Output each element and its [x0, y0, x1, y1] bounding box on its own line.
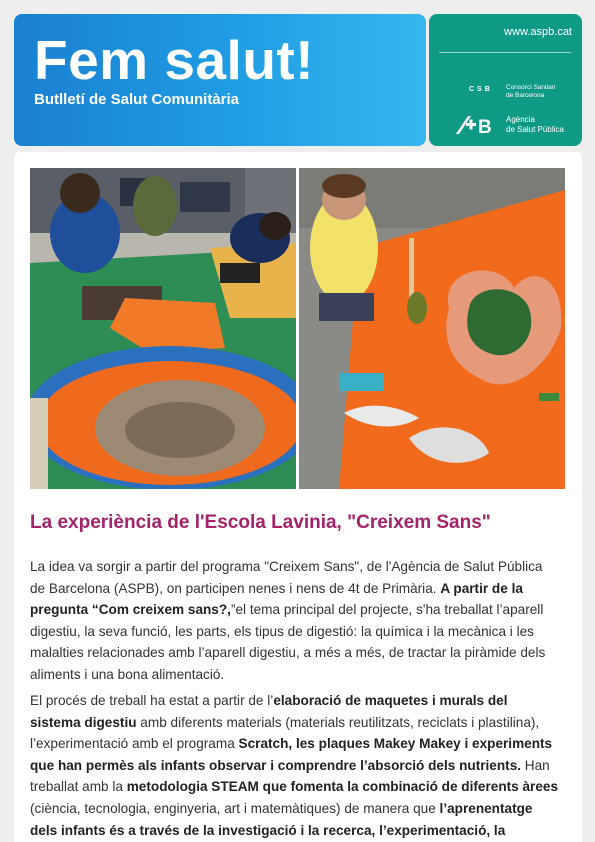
article-paragraph-1 — [30, 556, 560, 686]
classroom-mural-photo — [30, 168, 296, 489]
newsletter-header — [14, 14, 582, 146]
aspb-logo-icon — [454, 114, 499, 136]
p2-text-2: amb diferents materials (materials reutilitzats, reciclats i plastilina), l’experimentació amb el programa — [30, 714, 540, 752]
p2-bold-2: Scratch, les plaques Makey Makey i experiments que han permès als infants observar i comprendre l’absorció dels nutrients. — [30, 736, 553, 773]
p1-text-2: ”el tema principal del projecte, s'ha treballat l’aparell digestiu, la seva funció, les parts, els tipus de digestió: la química i la mecànica i les malalties relacionades amb l’aparell digestiu, a més a més, de tractar la piràmide dels aliments i una bona alimentació. — [30, 602, 546, 682]
newsletter-subtitle: Butlletí de Salut Comunitària — [34, 91, 240, 108]
child-painting-mural-photo — [299, 168, 565, 489]
csb-name-line1: Consorci Sanitari — [506, 84, 556, 91]
p2-text-1: El procés de treball ha estat a partir de l’ — [30, 693, 274, 708]
p2-bold-4: l’aprenentatge dels infants és a través de la investigació i la recerca, l’experimentació, la — [30, 800, 533, 838]
svg-text:B: B — [478, 117, 492, 136]
csb-name-line2: de Barcelona — [506, 91, 545, 99]
site-url-link[interactable]: www.aspb.cat — [504, 26, 572, 38]
p1-text-1: La idea va sorgir a partir del programa "Creixem Sans", de l'Agència de Salut Pública de Barcelona (ASPB), on participen nenes i nens de 4t de Primària. — [30, 559, 543, 596]
p2-bold-1: elaboració de maquetes i murals del sistema digestiu — [30, 693, 508, 730]
p2-text-3: Han treballat amb la — [30, 757, 550, 795]
panel-divider — [439, 52, 571, 53]
newsletter-title: Fem salut! — [34, 29, 315, 91]
article-paragraph-2 — [30, 690, 560, 841]
aspb-name-line2: de Salut Pública — [506, 125, 564, 134]
photo-strip — [30, 168, 565, 489]
aspb-name — [506, 115, 564, 135]
title-banner — [14, 14, 426, 146]
aspb-name-line1: Agència — [506, 115, 535, 124]
p2-bold-3: metodologia STEAM que fomenta la combinació de diferents àrees — [126, 779, 559, 795]
csb-name — [506, 84, 556, 99]
p1-bold-1: A partir de la pregunta “Com creixem sans?, — [30, 580, 523, 618]
csb-logo: CSB — [469, 86, 493, 93]
article-title: La experiència de l'Escola Lavinia, "Creixem Sans" — [30, 512, 491, 533]
p2-text-4: (ciència, tecnologia, enginyeria, art i matemàtiques) de manera que — [30, 800, 440, 816]
agency-panel — [429, 14, 582, 146]
